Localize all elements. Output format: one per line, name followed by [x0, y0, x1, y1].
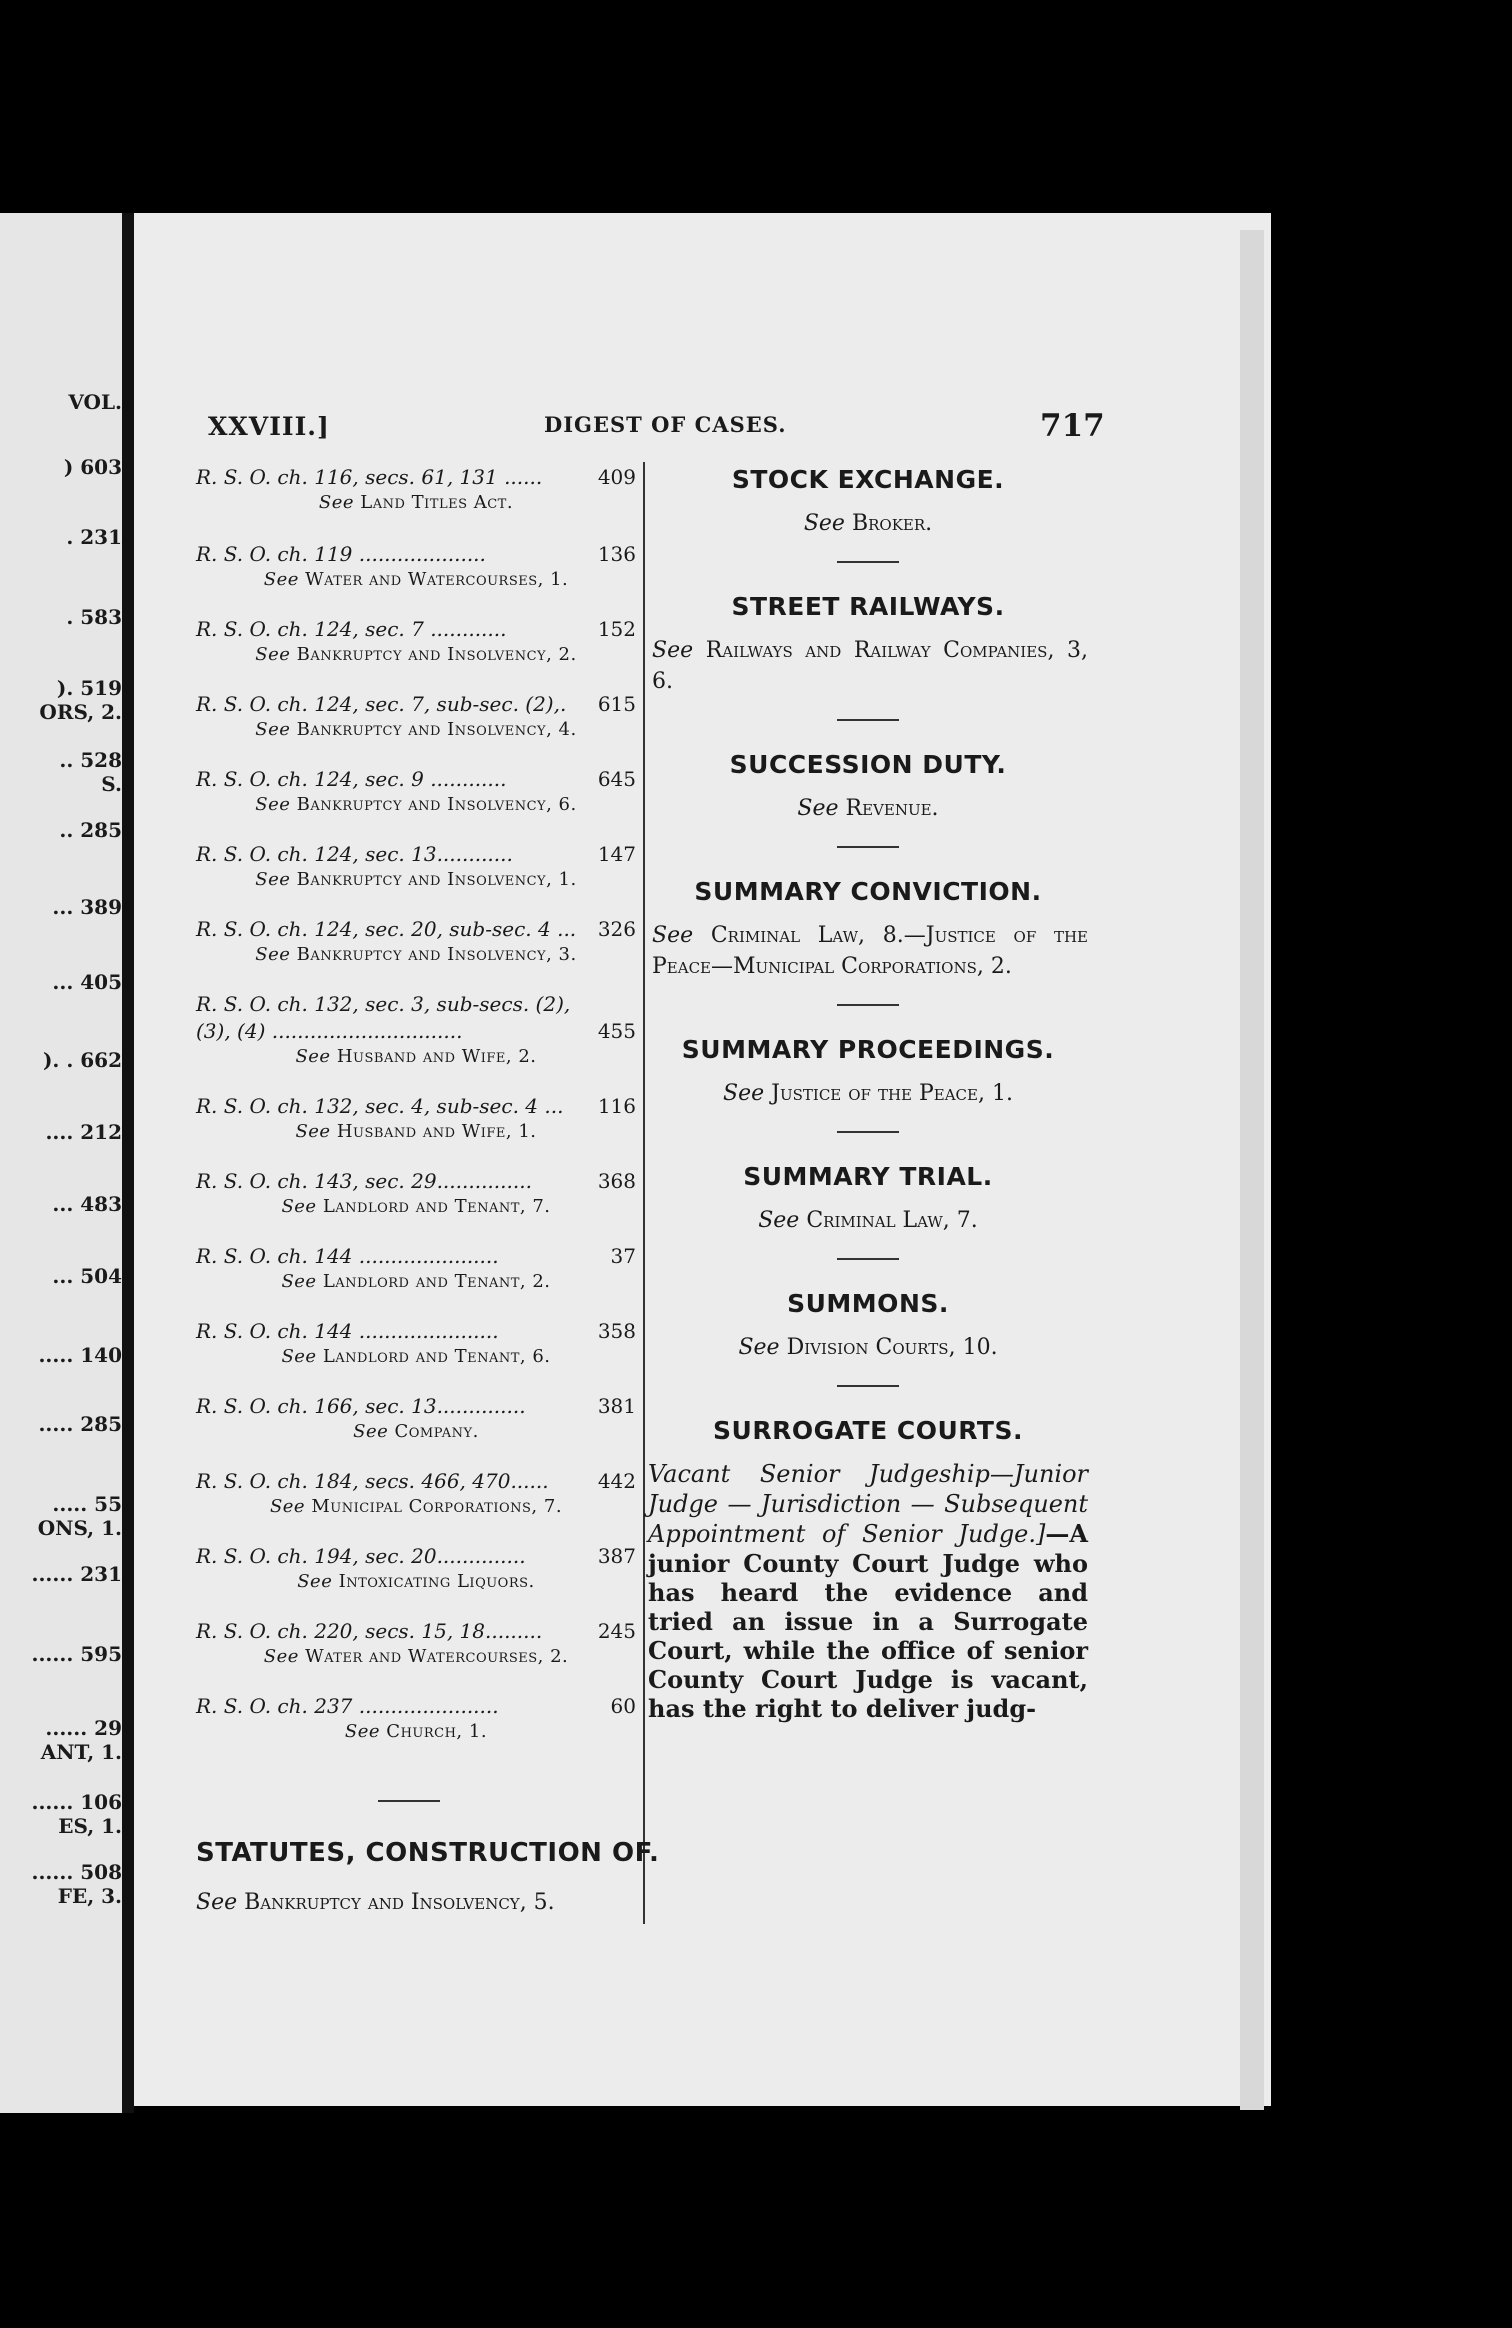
see-target: Criminal Law, 7. — [806, 1208, 978, 1233]
left-fragment: ...... 595 — [31, 1642, 122, 1666]
section-cross-reference — [648, 920, 1088, 982]
see-target: Water and Watercourses, 2. — [305, 1646, 569, 1667]
statute-ref: R. S. O. ch. 144 ...................... — [196, 1319, 499, 1343]
statute-entry — [196, 1693, 636, 1744]
cross-reference — [196, 1645, 636, 1669]
statute-ref: R. S. O. ch. 119 .................... — [196, 542, 486, 566]
see-target: Bankruptcy and Insolvency, 2. — [296, 644, 577, 665]
cross-reference — [196, 491, 636, 515]
left-fragment: ORS, 2. — [39, 700, 122, 724]
section-rule — [837, 1385, 899, 1387]
section-rule — [837, 1004, 899, 1006]
see-target: Division Courts, 10. — [786, 1335, 998, 1360]
cross-reference — [196, 1720, 636, 1744]
cross-reference — [196, 943, 636, 967]
section-rule — [837, 1131, 899, 1133]
see-target: Company. — [394, 1421, 479, 1442]
page-ref: 409 — [597, 465, 636, 489]
see-target: Broker. — [851, 511, 933, 536]
running-title: DIGEST OF CASES. — [544, 412, 787, 437]
left-fragment: ..... 140 — [38, 1343, 122, 1367]
statute-ref: R. S. O. ch. 124, sec. 7 ............ — [196, 617, 507, 641]
section-rule — [378, 1800, 440, 1802]
see-label: See — [295, 1121, 331, 1142]
right-column — [648, 464, 1088, 1723]
cross-reference — [196, 718, 636, 742]
statute-ref: R. S. O. ch. 124, sec. 20, sub-sec. 4 ... — [196, 917, 577, 941]
left-fragment: ...... 231 — [31, 1562, 122, 1586]
statute-ref: R. S. O. ch. 124, sec. 13............ — [196, 842, 513, 866]
statute-entry — [196, 691, 636, 742]
cross-reference — [196, 1420, 636, 1444]
left-fragment: ... 389 — [52, 895, 122, 919]
see-label: See — [263, 1646, 299, 1667]
cross-reference — [196, 568, 636, 592]
statute-entry — [196, 616, 636, 667]
statute-entry — [196, 1468, 636, 1519]
case-headnote: Vacant Senior Judgeship—Junior Judge — Jurisdiction — Subsequent Appointment of Senior Judge.] — [648, 1460, 1088, 1548]
left-fragment: . 231 — [66, 525, 122, 549]
statute-entry — [196, 991, 636, 1069]
cross-reference — [196, 1195, 636, 1219]
left-fragment: ANT, 1. — [40, 1740, 122, 1764]
cross-reference — [196, 643, 636, 667]
page-ref: 358 — [597, 1319, 636, 1343]
left-fragment: ...... 508 — [31, 1860, 122, 1884]
left-fragment: .. 285 — [59, 818, 122, 842]
left-fragment: ... 504 — [52, 1264, 122, 1288]
left-fragment: ONS, 1. — [37, 1516, 122, 1540]
statute-entry — [196, 541, 636, 592]
see-target: Husband and Wife, 2. — [336, 1046, 537, 1067]
column-rule — [643, 462, 645, 1924]
case-text: —A junior County Court Judge who has heard the evidence and tried an issue in a Surrogate Court, while the office of senior County Court Judge is vacant, has the right to deliver judg- — [648, 1519, 1088, 1723]
left-fragment: S. — [101, 772, 122, 796]
see-label: See — [652, 923, 694, 948]
see-label: See — [803, 511, 845, 536]
left-fragment: ..... 55 — [52, 1492, 122, 1516]
cross-reference — [196, 1120, 636, 1144]
left-fragment: ...... 29 — [45, 1716, 122, 1740]
cross-reference — [196, 793, 636, 817]
cross-reference — [196, 1270, 636, 1294]
statute-entry — [196, 1093, 636, 1144]
page-ref: 60 — [610, 1694, 636, 1718]
statute-entry — [196, 1543, 636, 1594]
page-ref: 387 — [597, 1544, 636, 1568]
page-ref: 152 — [597, 617, 636, 641]
left-fragment: ... 405 — [52, 970, 122, 994]
left-fragment: ). 519 — [56, 676, 122, 700]
section-title: SURROGATE COURTS. — [713, 1416, 1023, 1445]
see-label: See — [295, 1046, 331, 1067]
page-ref: 442 — [597, 1469, 636, 1493]
section-cross-reference — [648, 508, 1088, 539]
section-title: SUMMARY CONVICTION. — [694, 877, 1042, 906]
statute-entry — [196, 841, 636, 892]
statute-ref: R. S. O. ch. 144 ...................... — [196, 1244, 499, 1268]
section-title: STOCK EXCHANGE. — [731, 465, 1005, 494]
statute-entry — [196, 464, 636, 515]
statutes-see: See Bankruptcy and Insolvency, 5. — [196, 1890, 555, 1915]
left-fragment: VOL. — [68, 390, 122, 414]
see-label: See — [652, 638, 694, 663]
statute-ref: R. S. O. ch. 132, sec. 4, sub-sec. 4 ... — [196, 1094, 564, 1118]
page-ref: 368 — [597, 1169, 636, 1193]
see-label: See — [797, 796, 839, 821]
page-ref: 147 — [597, 842, 636, 866]
see-target: Municipal Corporations, 7. — [311, 1496, 563, 1517]
see-label: See — [353, 1421, 389, 1442]
see-label: See — [723, 1081, 765, 1106]
statute-ref: R. S. O. ch. 184, secs. 466, 470...... — [196, 1469, 549, 1493]
left-fragment: ES, 1. — [58, 1814, 122, 1838]
see-label: See — [263, 569, 299, 590]
left-fragment: ..... 285 — [38, 1412, 122, 1436]
page-ref: 615 — [597, 692, 636, 716]
page-ref: 37 — [610, 1244, 636, 1268]
see-label: See — [318, 492, 355, 513]
statute-entry — [196, 766, 636, 817]
see-label: See — [344, 1721, 381, 1742]
section-cross-reference — [648, 635, 1088, 697]
see-label: See — [281, 1346, 317, 1367]
see-target: Intoxicating Liquors. — [338, 1571, 535, 1592]
statute-entry — [196, 1618, 636, 1669]
see-target: Revenue. — [845, 796, 939, 821]
page-gutter — [122, 213, 134, 2113]
statute-ref: R. S. O. ch. 132, sec. 3, sub-secs. (2), — [196, 992, 571, 1016]
left-fragment: FE, 3. — [57, 1884, 122, 1908]
statute-ref: R. S. O. ch. 194, sec. 20.............. — [196, 1544, 526, 1568]
section-title: SUMMARY PROCEEDINGS. — [681, 1035, 1055, 1064]
left-fragment: ... 483 — [52, 1192, 122, 1216]
volume-header: XXVIII.] — [208, 412, 330, 441]
statute-entry — [196, 1393, 636, 1444]
left-fragment: ). . 662 — [42, 1048, 122, 1072]
statute-ref: R. S. O. ch. 220, secs. 15, 18......... — [196, 1619, 543, 1643]
section-title: SUMMONS. — [787, 1289, 949, 1318]
surrogate-courts-text — [648, 1459, 1088, 1723]
left-fragment: .. 528 — [59, 748, 122, 772]
section-cross-reference — [648, 1332, 1088, 1363]
page-ref: 116 — [597, 1094, 636, 1118]
see-target: Bankruptcy and Insolvency, 1. — [296, 869, 577, 890]
section-rule — [837, 1258, 899, 1260]
statute-entry — [196, 1318, 636, 1369]
see-target: Bankruptcy and Insolvency, 3. — [296, 944, 577, 965]
statute-entry — [196, 1243, 636, 1294]
statute-ref: R. S. O. ch. 124, sec. 7, sub-sec. (2),. — [196, 692, 567, 716]
section-title: SUMMARY TRIAL. — [743, 1162, 993, 1191]
see-label: See — [255, 869, 291, 890]
section-rule — [837, 719, 899, 721]
see-target: Landlord and Tenant, 6. — [322, 1346, 551, 1367]
see-target: Landlord and Tenant, 2. — [322, 1271, 551, 1292]
statutes-title: STATUTES, CONSTRUCTION OF. — [196, 1838, 660, 1868]
cross-reference — [196, 1495, 636, 1519]
section-rule — [837, 561, 899, 563]
page-edge — [1240, 230, 1264, 2110]
statute-entry — [196, 1168, 636, 1219]
statute-entry — [196, 916, 636, 967]
statute-ref: R. S. O. ch. 143, sec. 29............... — [196, 1169, 532, 1193]
see-target: Church, 1. — [386, 1721, 488, 1742]
left-fragment: .... 212 — [45, 1120, 122, 1144]
see-target: Water and Watercourses, 1. — [305, 569, 569, 590]
section-rule — [837, 846, 899, 848]
section-cross-reference — [648, 1078, 1088, 1109]
see-label: See — [297, 1571, 333, 1592]
page-ref: 455 — [597, 1019, 636, 1043]
left-fragment: . 583 — [66, 605, 122, 629]
statute-ref: R. S. O. ch. 237 ...................... — [196, 1694, 499, 1718]
page-ref: 326 — [597, 917, 636, 941]
see-label: See — [281, 1271, 317, 1292]
page-ref: 381 — [597, 1394, 636, 1418]
see-label: See — [255, 719, 291, 740]
see-target: Criminal Law, 8.—Justice of the Peace—Municipal Corporations, 2. — [652, 923, 1089, 979]
cross-reference — [196, 1570, 636, 1594]
see-label: See — [738, 1335, 780, 1360]
left-fragment: ...... 106 — [31, 1790, 122, 1814]
left-column — [196, 464, 636, 1768]
statute-ref: R. S. O. ch. 116, secs. 61, 131 ...... — [196, 465, 543, 489]
statute-ref: R. S. O. ch. 124, sec. 9 ............ — [196, 767, 507, 791]
see-target: Bankruptcy and Insolvency, 6. — [296, 794, 577, 815]
section-cross-reference — [648, 1205, 1088, 1236]
see-target: Husband and Wife, 1. — [336, 1121, 537, 1142]
see-label: See — [758, 1208, 800, 1233]
see-label: See — [269, 1496, 306, 1517]
section-title: SUCCESSION DUTY. — [729, 750, 1007, 779]
see-label: See — [255, 944, 291, 965]
section-cross-reference — [648, 793, 1088, 824]
see-target: Land Titles Act. — [360, 492, 514, 513]
see-target: Railways and Railway Companies, 3, 6. — [652, 638, 1088, 694]
see-target: Bankruptcy and Insolvency, 4. — [296, 719, 577, 740]
statute-ref-cont: (3), (4) .............................. — [196, 1019, 463, 1043]
page-ref: 645 — [597, 767, 636, 791]
page-number: 717 — [1040, 408, 1105, 444]
page-ref: 245 — [597, 1619, 636, 1643]
see-label: See — [281, 1196, 317, 1217]
see-target: Justice of the Peace, 1. — [771, 1081, 1013, 1106]
see-label: See — [255, 644, 291, 665]
cross-reference — [196, 1345, 636, 1369]
see-target: Landlord and Tenant, 7. — [322, 1196, 551, 1217]
cross-reference — [196, 868, 636, 892]
left-fragment: ) 603 — [63, 455, 122, 479]
section-title: STREET RAILWAYS. — [731, 592, 1005, 621]
page-ref: 136 — [597, 542, 636, 566]
see-label: See — [255, 794, 291, 815]
statute-ref: R. S. O. ch. 166, sec. 13.............. — [196, 1394, 526, 1418]
cross-reference — [196, 1045, 636, 1069]
